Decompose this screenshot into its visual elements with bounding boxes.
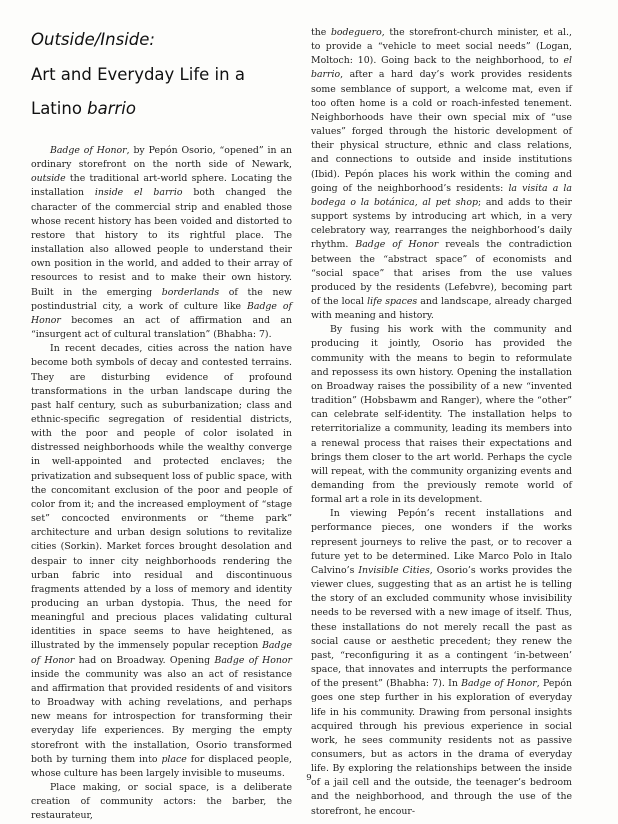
- right-column: [311, 26, 572, 819]
- italic-run: Badge of Honor: [50, 145, 127, 156]
- text-run: of the new postindustrial city, a work of culture like: [31, 286, 292, 312]
- text-run: In recent decades, cities across the nation have become both symbols of decay and contested terrains. They are disturbing evidence of profound transformations in the urban landscape during the past half century, such as suburbanization; class and ethnic-specific segregation of residential districts, with the poor and people of color isolated in distressed neighborhoods while the wealthy converge in well-appointed and protected enclaves; the privatization and subsequent loss of public space, with the concomitant exclusion of the poor and people of color from it; and the increased employment of “stage set” concocted environments or “theme park” architecture and urban design solutions to revitalize cities (Sorkin). Market forces brought desolation and despair to inner city neighborhoods rendering the urban fabric into residual and discontinuous fragments attended by a loss of memory and identity producing an urban dystopia. Thus, the need for meaningful and precious places validating cultural identities in space seems to have heightened, as illustrated by the immensely popular reception: [31, 343, 292, 652]
- text-run: In viewing Pepón’s recent installations and performance pieces, one wonders if the works represent journeys to relive the past, or to recover a future yet to be determined. Like Marco Polo in Italo Calvino’s: [311, 508, 572, 576]
- italic-run: Invisible Cities: [358, 564, 430, 576]
- text-run: the: [311, 27, 331, 38]
- italic-run: outside: [31, 173, 66, 185]
- paragraph: [31, 342, 292, 781]
- italic-run: el barrio: [311, 55, 572, 81]
- text-run: inside the community was also an act of resistance and affirmation that provided residents of and visitors to Broadway with aching revelations, and perhaps new means for introspection for transforming their everyday life experiences. By merging the empty storefront with the installation, Osorio transformed both by turning them into: [31, 668, 292, 765]
- text-run: Place making, or social space, is a deliberate creation of community actors: the barber, the restaurateur,: [31, 782, 292, 822]
- text-run: for displaced people, whose culture has been largely invisible to museums.: [31, 753, 292, 779]
- text-run: reveals the contradiction between the “abstract space” of economists and “social space” that arises from the use values produced by the residents (Lefebvre), becoming part of the local: [311, 239, 572, 307]
- page-number: 9: [306, 773, 312, 783]
- title-line-1: [31, 27, 292, 52]
- italic-run: la visita a la bodega o la botánica, al pet shop: [311, 182, 572, 208]
- title-line-3-roman: Latino: [31, 99, 88, 118]
- text-run: and landscape, already charged with meaning and history.: [311, 295, 573, 322]
- text-run: the traditional art-world sphere. Locating the installation: [31, 173, 292, 199]
- text-run: , by Pepón Osorio, “opened” in an ordinary storefront on the north side of Newark,: [31, 145, 292, 171]
- text-run: , Osorio’s works provides the viewer clues, suggesting that as an artist he is telling the story of an excluded community whose invisibility needs to be reversed with a new image of itself. Thus, these installations do not merely recall the past as social cause or aesthetic precedent; they renew the past, “reconfiguring it as a contingent ‘in-between’ space, that innovates and interrupts the performance of the present” (Bhabha: 7). In: [311, 564, 572, 690]
- paragraph: [311, 323, 572, 507]
- italic-run: Badge of Honor: [355, 239, 439, 251]
- italic-run: Badge of Honor: [214, 654, 293, 666]
- text-run: had on Broadway. Opening: [74, 654, 215, 666]
- title-line-2: Art and Everyday Life in a: [31, 65, 245, 84]
- text-run: By fusing his work with the community and producing it jointly, Osorio has provided the community with the means to begin to reformulate and repossess its own history. Opening the installation on Broadway raises the possibility of a new “invented tradition” (Hobsbawm and Ranger), where the “other” can celebrate self-identity. The installation helps to reterritorialize a community, leading its members into a renewal process that raises their expectations and brings them closer to the art world. Perhaps the cycle will repeat, with the community organizing events and demanding from the previously remote world of formal art a role in its development.: [311, 324, 572, 506]
- article-title: [31, 27, 292, 121]
- text-run: , after a hard day’s work provides residents some semblance of support, a welcome mat, even if too often home is a cold or roach-infested tenement. Neighborhoods have their own special mix of “use values” forged through the historic development of their physical structure, ethnic and class relations, and connections to outside and inside institutions (Ibid). Pepón places his work within the coming and going of the neighborhood’s residents:: [311, 69, 572, 194]
- text-run: becomes an act of affirmation and an “insurgent act of cultural translation” (Bhabha: 7).: [31, 314, 292, 341]
- paragraph: [31, 781, 292, 823]
- italic-run: place: [161, 753, 187, 765]
- italic-run: Badge of Honor: [31, 640, 292, 666]
- paragraph: [311, 26, 572, 323]
- text-run: both changed the character of the commercial strip and enabled those whose recent history has been voided and distorted to restore that history to its rightful place. The installation also allowed people to understand their own position in the world, and added to their array of resources to resist and to make their own history. Built in the emerging: [31, 187, 293, 298]
- italic-run: inside el barrio: [94, 187, 183, 199]
- italic-run: bodeguero: [330, 27, 382, 38]
- title-line-3: [31, 96, 292, 121]
- text-run: , the storefront-church minister, et al., to provide a “vehicle to meet social needs” (Logan, Moltoch: 10). Going back to the neighborhood, to: [311, 27, 572, 67]
- title-italic-part: Outside/Inside:: [31, 30, 155, 49]
- italic-run: Badge of Honor: [31, 300, 292, 326]
- italic-run: Badge of Honor: [461, 678, 537, 690]
- text-run: ; and adds to their support systems by introducing art which, in a very celebratory way, rearranges the neighborhood’s daily rhythm.: [311, 196, 572, 251]
- title-line-3-italic: barrio: [87, 99, 136, 118]
- left-column: [31, 26, 292, 824]
- italic-run: borderlands: [161, 286, 220, 298]
- text-run: , Pepón goes one step further in his exploration of everyday life in his community. Drawing from personal insights acquired through his previous experience in social work, he sees community residents not as passive consumers, but as actors in the drama of everyday life. By exploring the relationships between the inside of a jail cell and the outside, the teenager’s bedroom and the neighborhood, and through the use of the storefront, he encour-: [311, 678, 572, 817]
- italic-run: life spaces: [367, 295, 418, 307]
- paragraph: [31, 144, 292, 342]
